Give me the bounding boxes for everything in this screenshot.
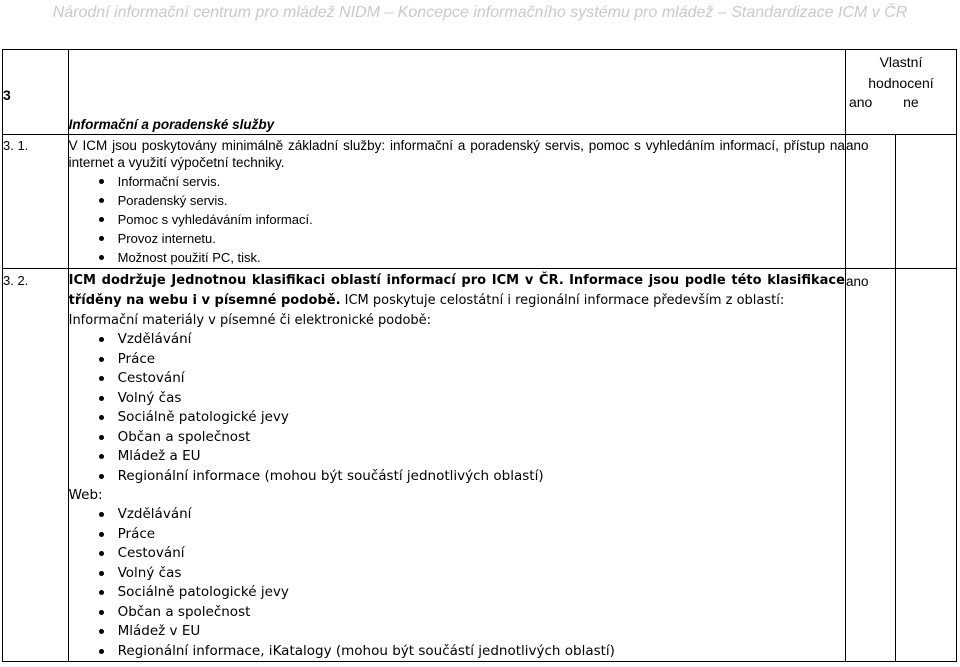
list-item: Poradenský servis. xyxy=(69,191,845,210)
list-item: Sociálně patologické jevy xyxy=(69,408,845,428)
list-item: Volný čas xyxy=(69,389,845,409)
rating-title-line-2: hodnocení xyxy=(868,75,934,91)
yes-cell xyxy=(845,135,895,269)
list-item: Občan a společnost xyxy=(69,603,845,623)
bullet-icon xyxy=(99,571,104,576)
bullet-icon xyxy=(99,610,104,615)
table-row xyxy=(3,269,957,662)
bullet-icon xyxy=(99,198,104,203)
list-item: Regionální informace (mohou být součástí jednotlivých oblastí) xyxy=(69,467,845,487)
section-title: Informační a poradenské služby xyxy=(68,117,275,132)
rating-header-cell xyxy=(845,50,956,135)
bullet-icon xyxy=(99,337,104,342)
list-item: Občan a společnost xyxy=(69,428,845,448)
service-list xyxy=(69,172,845,267)
list-item: Pomoc s vyhledáváním informací. xyxy=(69,210,845,229)
list-item: Vzdělávání xyxy=(69,330,845,350)
section-number-cell xyxy=(3,50,69,135)
row-number: 3. 1. xyxy=(3,138,29,153)
page-header: Národní informační centrum pro mládež NIDM – Koncepce informačního systému pro mládež – Standardizace ICM v ČR xyxy=(52,4,908,21)
bullet-icon xyxy=(99,179,104,184)
table-head-row xyxy=(3,50,957,135)
list-item: Cestování xyxy=(69,369,845,389)
bullet-icon xyxy=(99,217,104,222)
bullet-icon xyxy=(99,435,104,440)
row-content-cell xyxy=(68,269,845,662)
bullet-icon xyxy=(99,532,104,537)
list-item: Sociálně patologické jevy xyxy=(69,583,845,603)
materials-heading: Informační materiály v písemné či elektronické podobě: xyxy=(68,313,432,328)
yes-value: ano xyxy=(845,138,869,153)
bullet-icon xyxy=(99,512,104,517)
bullet-icon xyxy=(99,649,104,654)
bullet-icon xyxy=(99,357,104,362)
list-item: Regionální informace, iKatalogy (mohou být součástí jednotlivých oblastí) xyxy=(69,642,845,662)
yes-cell xyxy=(845,269,895,662)
bullet-icon xyxy=(99,629,104,634)
row-lead: ICM dodržuje Jednotnou klasifikaci oblastí informací pro ICM v ČR. Informace jsou podle této klasifikace tříděny na webu i v písemné podobě. ICM poskytuje celostátní i regionální informace především z oblastí: xyxy=(68,273,845,308)
list-item: Mládež a EU xyxy=(69,447,845,467)
bullet-icon xyxy=(99,236,104,241)
bullet-icon xyxy=(99,255,104,260)
table-row xyxy=(3,135,957,269)
web-list xyxy=(69,505,845,661)
bullet-icon xyxy=(99,454,104,459)
list-item: Možnost použití PC, tisk. xyxy=(69,248,845,267)
row-lead: V ICM jsou poskytovány minimálně základní služby: informační a poradenský servis, pomoc s vyhledáním informací, přístup na internet a využití výpočetní techniky. xyxy=(68,138,845,170)
no-cell xyxy=(896,269,957,662)
col-no-header: ne xyxy=(903,94,919,110)
list-item: Informační servis. xyxy=(69,172,845,191)
list-item: Práce xyxy=(69,350,845,370)
yes-value: ano xyxy=(845,274,869,289)
list-item: Vzdělávání xyxy=(69,505,845,525)
standards-table xyxy=(2,49,957,662)
row-number: 3. 2. xyxy=(3,273,29,288)
section-title-cell xyxy=(68,50,845,135)
col-yes-header: ano xyxy=(848,94,873,110)
bullet-icon xyxy=(99,590,104,595)
bullet-icon xyxy=(99,376,104,381)
web-heading: Web: xyxy=(68,487,103,503)
bullet-icon xyxy=(99,396,104,401)
bullet-icon xyxy=(99,474,104,479)
bullet-icon xyxy=(99,551,104,556)
list-item: Volný čas xyxy=(69,564,845,584)
list-item: Cestování xyxy=(69,544,845,564)
row-content-cell xyxy=(68,135,845,269)
list-item: Práce xyxy=(69,525,845,545)
materials-list xyxy=(69,330,845,486)
list-item: Provoz internetu. xyxy=(69,229,845,248)
rating-title-line-1: Vlastní xyxy=(879,54,923,70)
bullet-icon xyxy=(99,415,104,420)
row-number-cell xyxy=(3,135,69,269)
section-number: 3 xyxy=(3,87,11,103)
row-number-cell xyxy=(3,269,69,662)
no-cell xyxy=(896,135,957,269)
list-item: Mládež v EU xyxy=(69,622,845,642)
